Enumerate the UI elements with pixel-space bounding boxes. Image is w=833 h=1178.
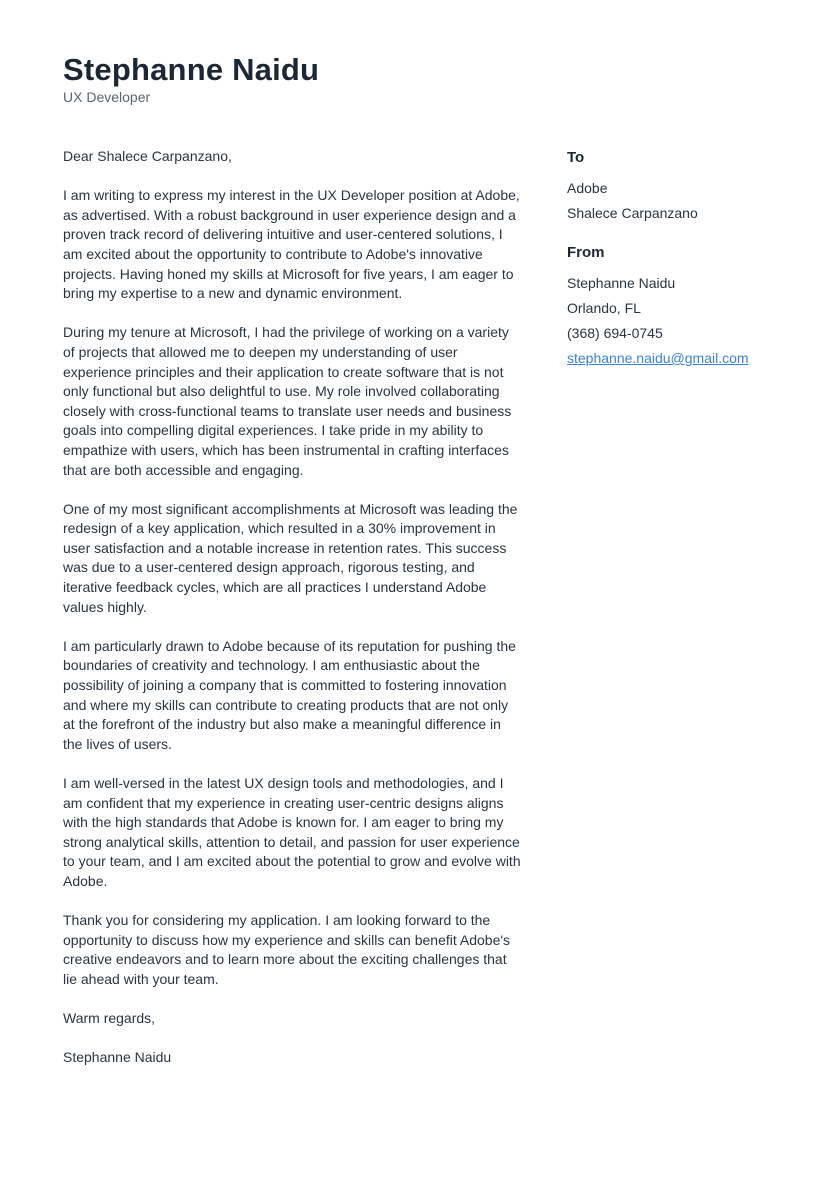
- paragraph: Thank you for considering my application. I am looking forward to the opportunity to discuss how my experience and skills can benefit Adobe's creative endeavors and to learn more about the exciting challenges that lie ahead with your team.: [63, 912, 511, 987]
- to-recipient: Shalece Carpanzano: [567, 205, 698, 221]
- paragraph: I am well-versed in the latest UX design tools and methodologies, and I am confident that my experience in creating user-centric designs aligns with the high standards that Adobe is known for. I am eager to bring my strong analytical skills, attention to detail, and passion for user experience to your team, and I am excited about the potential to grow and evolve with Adobe.: [63, 775, 521, 889]
- applicant-title: UX Developer: [63, 89, 151, 105]
- salutation: Dear Shalece Carpanzano,: [63, 148, 232, 164]
- signature: Stephanne Naidu: [63, 1049, 172, 1066]
- from-section: [567, 243, 797, 371]
- from-heading: From: [567, 244, 605, 261]
- paragraph: During my tenure at Microsoft, I had the privilege of working on a variety of projects that allowed me to deepen my understanding of user experience principles and their application to create software that is not only functional but also delightful to use. My role involved collaborating closely with cross-functional teams to translate user needs and business goals into compelling digital experiences. I take pride in my ability to empathize with users, which has been instrumental in crafting interfaces that are both accessible and engaging.: [63, 324, 512, 478]
- letter-body: [63, 147, 521, 1088]
- from-location: Orlando, FL: [567, 300, 641, 316]
- from-phone: (368) 694-0745: [567, 325, 663, 341]
- email-link[interactable]: stephanne.naidu@gmail.com: [567, 350, 749, 366]
- paragraph: One of my most significant accomplishments at Microsoft was leading the redesign of a key application, which resulted in a 30% improvement in user satisfaction and a notable increase in retention rates. This success was due to a user-centered design approach, rigorous testing, and iterative feedback cycles, which are all practices I understand Adobe values highly.: [63, 500, 518, 615]
- letter-header: [63, 52, 319, 106]
- paragraph: I am writing to express my interest in the UX Developer position at Adobe, as advertised. With a robust background in user experience design and a proven track record of delivering intuitive and user-centered solutions, I am excited about the opportunity to contribute to Adobe's innovative projects. Having honed my skills at Microsoft for five years, I am eager to bring my expertise to a new and dynamic environment.: [63, 187, 520, 302]
- to-company: Adobe: [567, 180, 608, 196]
- from-name: Stephanne Naidu: [567, 275, 676, 291]
- applicant-name: Stephanne Naidu: [63, 52, 320, 87]
- contact-sidebar: [567, 148, 797, 388]
- to-heading: To: [567, 149, 585, 166]
- closing: Warm regards,: [63, 1010, 156, 1027]
- paragraph: I am particularly drawn to Adobe because of its reputation for pushing the boundaries of creativity and technology. I am enthusiastic about the possibility of joining a company that is committed to fostering innovation and where my skills can contribute to creating products that are not only at the forefront of the industry but also make a meaningful difference in the lives of users.: [63, 637, 516, 752]
- to-section: [567, 148, 797, 226]
